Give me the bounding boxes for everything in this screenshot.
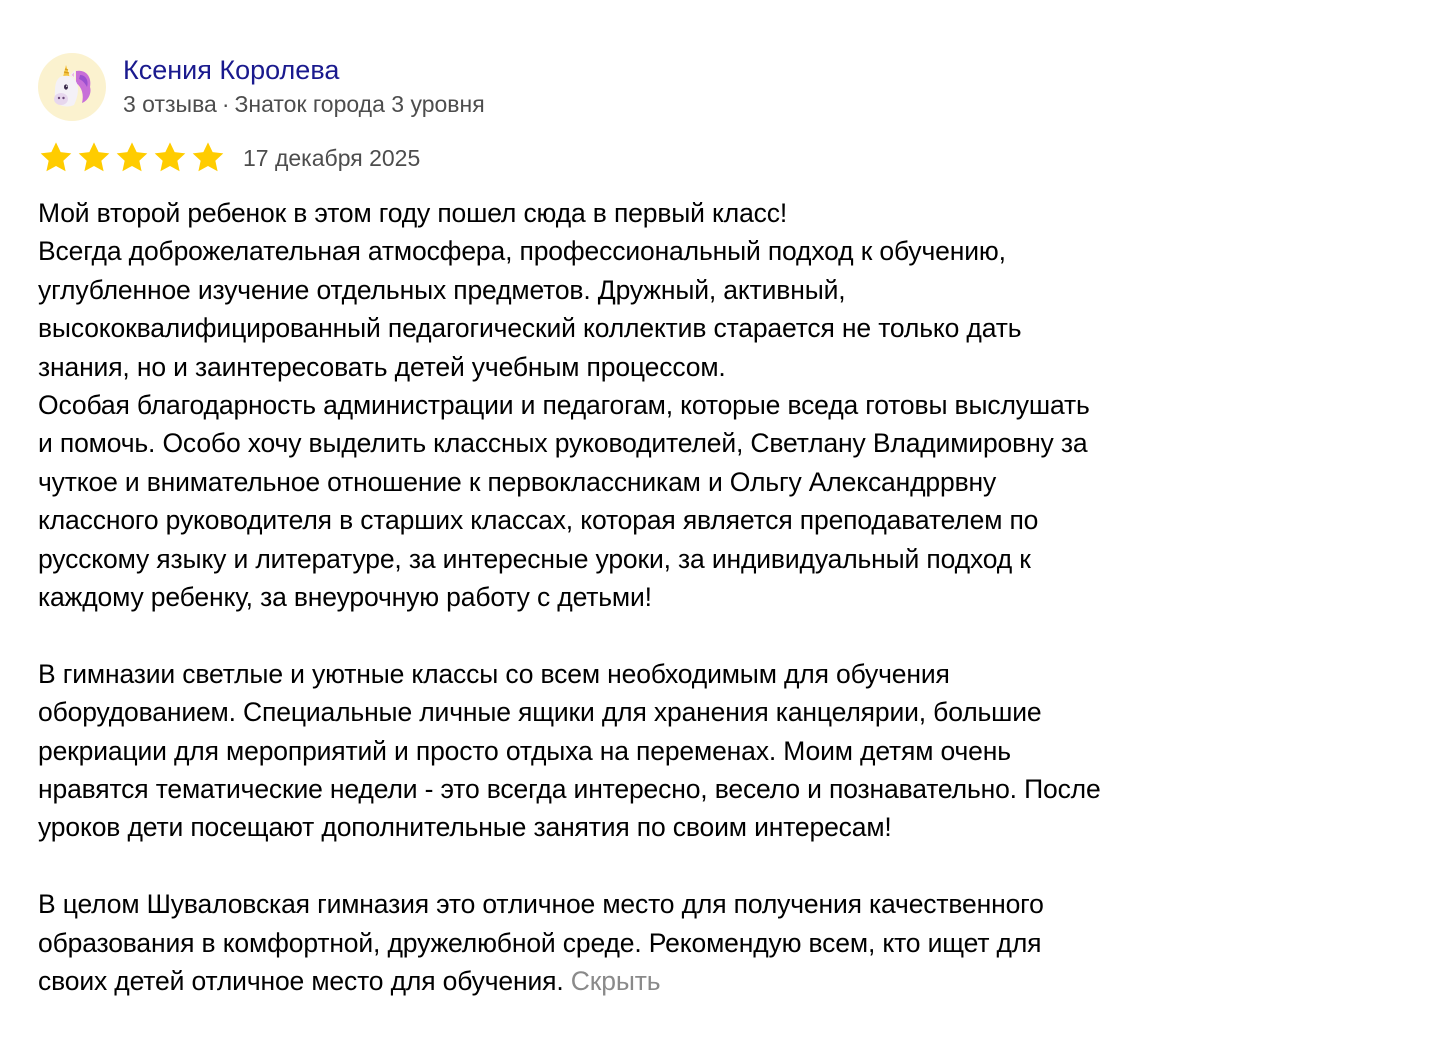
text-line: высококвалифицированный педагогический коллектив старается не только дать	[38, 313, 1022, 344]
text-line-last	[38, 962, 1248, 1000]
text-line: русскому языку и литературе, за интересные уроки, за индивидуальный подход к	[38, 543, 1031, 574]
text-line: нравятся тематические недели - это всегда интересно, весело и познавательно. После	[38, 774, 1101, 805]
text-line: чуткое и внимательное отношение к первоклассникам и Ольгу Александррвну	[38, 466, 997, 497]
text-line: Мой второй ребенок в этом году пошел сюда в первый класс!	[38, 198, 788, 228]
author-meta	[123, 89, 485, 119]
text-line: В гимназии светлые и уютные классы со всем необходимым для обучения	[38, 658, 950, 689]
hide-review-link[interactable]: Скрыть	[570, 966, 661, 997]
rating-row	[38, 140, 420, 176]
expert-level: Знаток города 3 уровня	[234, 91, 485, 117]
text-line: оборудованием. Специальные личные ящики для хранения канцелярии, большие	[38, 697, 1042, 728]
star-icon	[190, 140, 226, 176]
paragraph-3	[38, 885, 1248, 1000]
text-line: углубленное изучение отдельных предметов. Дружный, активный,	[38, 274, 846, 305]
text-line: классного руководителя в старших классах, которая является преподавателем по	[38, 505, 1039, 536]
star-icon	[114, 140, 150, 176]
review-author	[38, 53, 485, 121]
text-line: и помочь. Особо хочу выделить классных руководителей, Светлану Владимировну за	[38, 428, 1088, 459]
paragraph-gap	[38, 847, 1248, 885]
text-line: своих детей отличное место для обучения.	[38, 966, 564, 997]
meta-separator: ·	[221, 91, 230, 117]
text-line: Особая благодарность администрации и педагогам, которые вседа готовы выслушать	[38, 390, 1090, 421]
star-icon	[38, 140, 74, 176]
text-line: уроков дети посещают дополнительные занятия по своим интересам!	[38, 812, 892, 843]
text-line: рекриации для мероприятий и просто отдыха на переменах. Моим детям очень	[38, 735, 1011, 766]
text-line: образования в комфортной, дружелюбной среде. Рекомендую всем, кто ищет для	[38, 927, 1042, 958]
star-icon	[76, 140, 112, 176]
review-text	[38, 194, 1248, 1001]
text-line: В целом Шуваловская гимназия это отличное место для получения качественного	[38, 889, 1044, 920]
text-line: знания, но и заинтересовать детей учебным процессом.	[38, 351, 726, 382]
paragraph-2	[38, 655, 1248, 847]
avatar[interactable]	[38, 53, 106, 121]
star-icon	[152, 140, 188, 176]
author-info	[123, 55, 485, 119]
text-line: каждому ребенку, за внеурочную работу с детьми!	[38, 582, 652, 613]
author-name[interactable]: Ксения Королева	[123, 55, 340, 85]
star-rating	[38, 140, 228, 176]
reviews-count: 3 отзыва	[123, 91, 217, 117]
unicorn-icon	[46, 61, 98, 113]
text-line: Всегда доброжелательная атмосфера, профессиональный подход к обучению,	[38, 236, 1006, 267]
paragraph-1	[38, 194, 1248, 616]
review-date: 17 декабря 2025	[243, 145, 421, 171]
paragraph-gap	[38, 616, 1248, 654]
